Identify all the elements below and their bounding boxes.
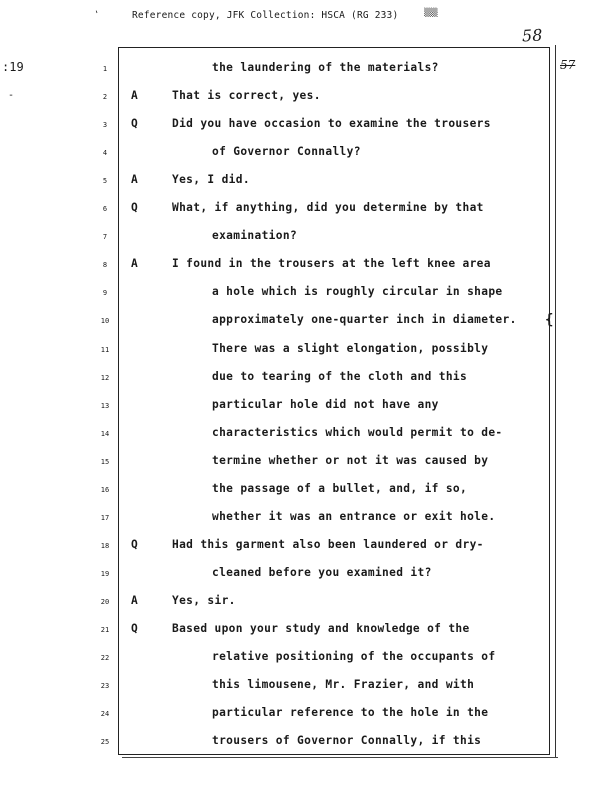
line-number: 18 bbox=[100, 541, 110, 550]
line-number: 5 bbox=[102, 177, 108, 186]
line-text: There was a slight elongation, possibly bbox=[212, 341, 489, 355]
transcript-line bbox=[90, 566, 550, 582]
transcript-line bbox=[90, 313, 550, 329]
line-text: termine whether or not it was caused by bbox=[212, 453, 489, 467]
line-text: Did you have occasion to examine the trousers bbox=[172, 117, 491, 131]
line-number: 9 bbox=[102, 289, 108, 298]
transcript-line bbox=[90, 594, 550, 610]
line-number: 15 bbox=[100, 457, 110, 466]
line-text: Yes, sir. bbox=[172, 593, 236, 607]
line-number: 6 bbox=[102, 205, 108, 214]
line-number: 2 bbox=[102, 93, 108, 102]
transcript-line bbox=[90, 61, 550, 77]
line-number: 4 bbox=[102, 149, 108, 158]
margin-flag-mark: { bbox=[545, 312, 554, 328]
speaker-label: A bbox=[131, 173, 138, 187]
speaker-label: A bbox=[131, 257, 138, 271]
left-margin-number: :19 bbox=[2, 60, 24, 74]
line-text: a hole which is roughly circular in shape bbox=[212, 285, 503, 299]
line-number: 12 bbox=[100, 373, 110, 382]
line-number: 24 bbox=[100, 710, 110, 719]
transcript-line bbox=[90, 89, 550, 105]
line-text: particular reference to the hole in the bbox=[212, 706, 489, 720]
transcript-line bbox=[90, 734, 550, 750]
line-text: cleaned before you examined it? bbox=[212, 565, 432, 579]
transcript-line bbox=[90, 622, 550, 638]
line-text: approximately one-quarter inch in diameter. bbox=[212, 313, 517, 327]
line-text: What, if anything, did you determine by that bbox=[172, 201, 484, 215]
line-number: 11 bbox=[100, 345, 110, 354]
transcript-line bbox=[90, 229, 550, 245]
speaker-label: Q bbox=[131, 117, 138, 131]
speaker-label: Q bbox=[131, 537, 138, 551]
transcript-line bbox=[90, 370, 550, 386]
transcript-line bbox=[90, 482, 550, 498]
line-text: examination? bbox=[212, 229, 298, 243]
speaker-label: A bbox=[131, 89, 138, 103]
handwritten-side-page-number: 57 bbox=[560, 58, 576, 72]
transcript-line bbox=[90, 285, 550, 301]
transcript-line bbox=[90, 342, 550, 358]
line-number: 1 bbox=[102, 65, 108, 73]
speaker-label: Q bbox=[131, 201, 138, 215]
line-text: characteristics which would permit to de- bbox=[212, 425, 503, 439]
line-number: 3 bbox=[102, 121, 108, 130]
line-text: the passage of a bullet, and, if so, bbox=[212, 481, 468, 495]
transcript-line bbox=[90, 510, 550, 526]
line-text: due to tearing of the cloth and this bbox=[212, 369, 468, 383]
header-stamp-mark: ▒▒ bbox=[424, 8, 438, 17]
transcript-line bbox=[90, 454, 550, 470]
line-number: 14 bbox=[100, 429, 110, 438]
line-text: particular hole did not have any bbox=[212, 397, 439, 411]
transcript-line bbox=[90, 145, 550, 161]
line-number: 19 bbox=[100, 569, 110, 578]
line-number: 16 bbox=[100, 485, 110, 494]
line-text: I found in the trousers at the left knee area bbox=[172, 257, 491, 271]
line-text: trousers of Governor Connally, if this bbox=[212, 734, 482, 748]
transcript-line bbox=[90, 117, 550, 133]
transcript-line bbox=[90, 678, 550, 694]
line-text: this limousene, Mr. Frazier, and with bbox=[212, 678, 475, 692]
line-text: Yes, I did. bbox=[172, 173, 250, 187]
page-header: Reference copy, JFK Collection: HSCA (RG 233) bbox=[132, 10, 399, 21]
line-text: Had this garment also been laundered or dry- bbox=[172, 537, 484, 551]
line-number: 13 bbox=[100, 401, 110, 410]
transcript-line bbox=[90, 201, 550, 217]
line-text: whether it was an entrance or exit hole. bbox=[212, 509, 496, 523]
line-text: of Governor Connally? bbox=[212, 145, 361, 159]
line-number: 10 bbox=[100, 317, 110, 326]
handwritten-page-number: 58 bbox=[521, 25, 543, 46]
line-number: 20 bbox=[100, 597, 110, 606]
line-number: 7 bbox=[102, 233, 108, 242]
line-number: 17 bbox=[100, 513, 110, 522]
speaker-label: A bbox=[131, 593, 138, 607]
line-number: 8 bbox=[102, 261, 108, 270]
line-text: the laundering of the materials? bbox=[212, 61, 439, 74]
line-text: Based upon your study and knowledge of the bbox=[172, 622, 470, 635]
bottom-rule bbox=[122, 757, 558, 758]
corner-mark: ' bbox=[93, 9, 102, 21]
transcript-line bbox=[90, 398, 550, 414]
transcript-line bbox=[90, 538, 550, 554]
line-number: 25 bbox=[100, 738, 110, 747]
transcript-line bbox=[90, 173, 550, 189]
left-margin-dash: - bbox=[8, 90, 15, 101]
line-number: 21 bbox=[100, 626, 110, 634]
transcript-line bbox=[90, 650, 550, 666]
right-margin-rule bbox=[555, 45, 556, 758]
line-number: 22 bbox=[100, 654, 110, 663]
transcript-line bbox=[90, 426, 550, 442]
line-number: 23 bbox=[100, 682, 110, 691]
transcript-line bbox=[90, 257, 550, 273]
line-text: That is correct, yes. bbox=[172, 89, 321, 103]
speaker-label: Q bbox=[131, 622, 138, 635]
transcript-line bbox=[90, 706, 550, 722]
line-text: relative positioning of the occupants of bbox=[212, 650, 496, 664]
